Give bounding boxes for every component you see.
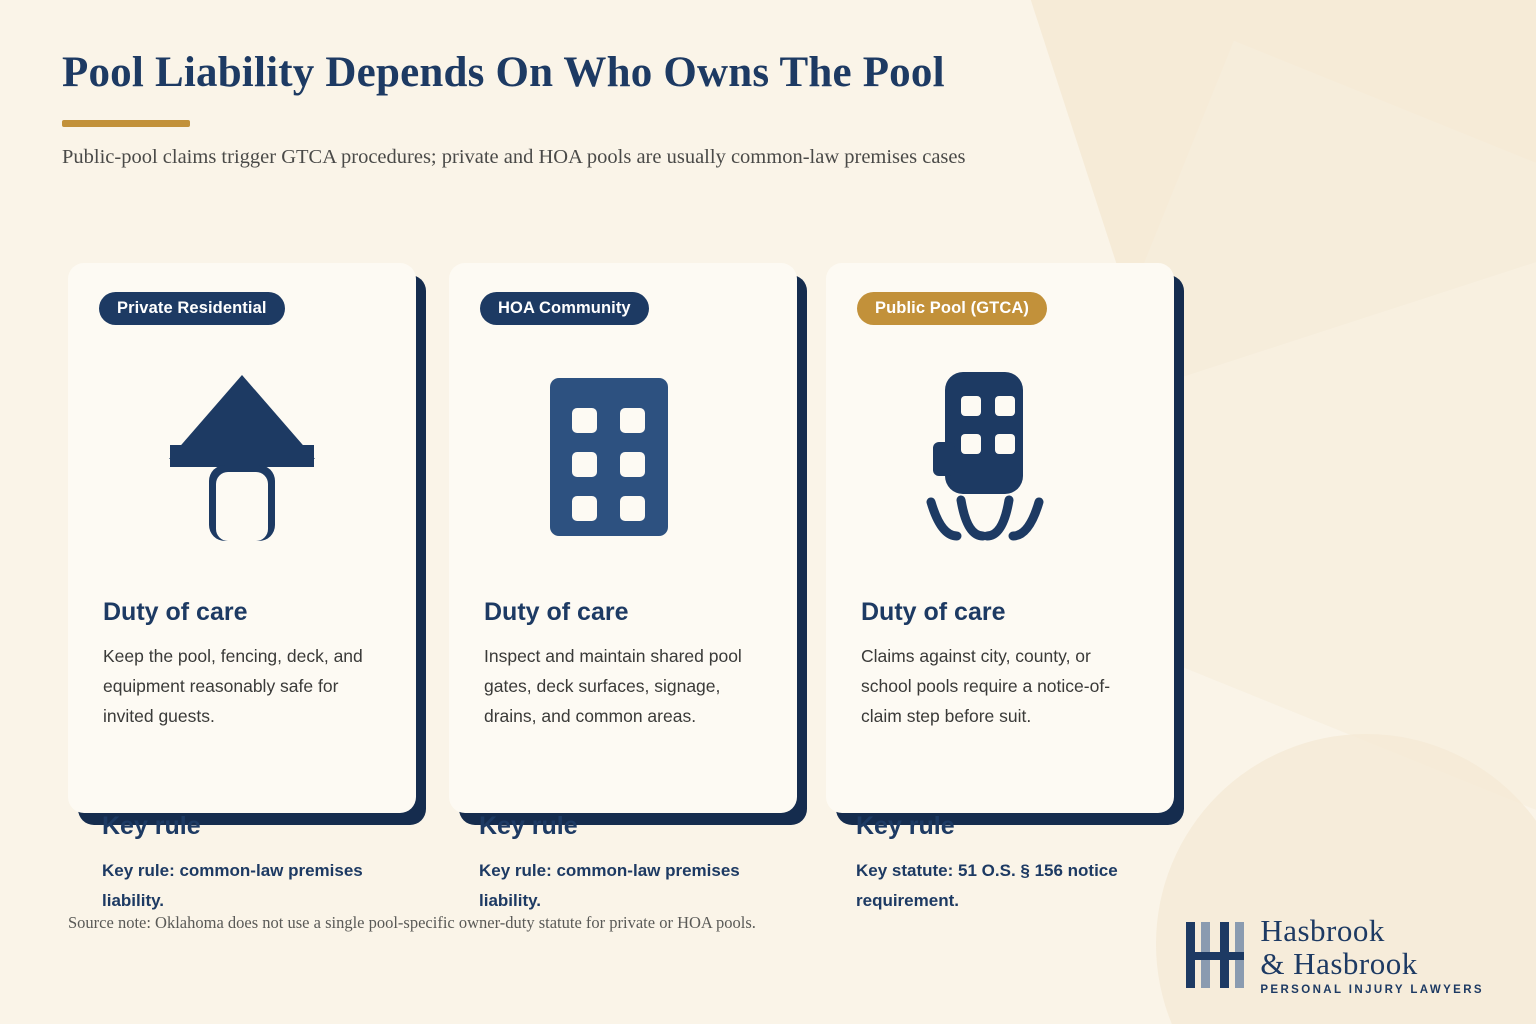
duty-text-private: Keep the pool, fencing, deck, and equipment reasonably safe for invited guests. — [103, 646, 363, 726]
logo-tagline: PERSONAL INJURY LAWYERS — [1260, 983, 1484, 996]
page-title: Pool Liability Depends On Who Owns The Pool — [62, 49, 945, 96]
logo-wordmark — [1260, 912, 1484, 997]
card-private-residential — [68, 263, 416, 813]
duty-heading-private: Duty of care — [103, 598, 248, 626]
duty-text-public: Claims against city, county, or school pools require a notice-of-claim step before suit. — [861, 646, 1111, 726]
key-rule-heading-public: Key rule — [856, 812, 955, 840]
card-badge-hoa-community: HOA Community — [480, 292, 649, 325]
source-note: Source note: Oklahoma does not use a single pool-specific owner-duty statute for private or HOA pools. — [68, 913, 756, 932]
card-hoa-community — [449, 263, 797, 813]
card-badge-private-residential: Private Residential — [99, 292, 285, 325]
key-rule-text-hoa: Key rule: common-law premises liability. — [479, 861, 740, 910]
key-rule-heading-private: Key rule — [102, 812, 201, 840]
duty-heading-public: Duty of care — [861, 598, 1006, 626]
card-badge-public-pool: Public Pool (GTCA) — [857, 292, 1047, 325]
key-rule-heading-hoa: Key rule — [479, 812, 578, 840]
logo-line-1: Hasbrook — [1260, 912, 1385, 948]
key-rule-text-private: Key rule: common-law premises liability. — [102, 861, 363, 910]
house-icon — [68, 359, 416, 549]
logo-line-2: & Hasbrook — [1260, 945, 1418, 981]
title-underline-rule — [62, 120, 190, 127]
logo-mark-icon — [1184, 922, 1246, 988]
brand-logo — [1184, 912, 1484, 997]
card-public-pool — [826, 263, 1174, 813]
card-group — [68, 263, 1468, 823]
page-subtitle: Public-pool claims trigger GTCA procedures; private and HOA pools are usually common-law premises cases — [62, 146, 966, 168]
apartment-building-icon — [449, 359, 797, 549]
public-building-fountain-icon — [826, 359, 1174, 549]
duty-text-hoa: Inspect and maintain shared pool gates, deck surfaces, signage, drains, and common areas. — [484, 646, 742, 726]
duty-heading-hoa: Duty of care — [484, 598, 629, 626]
key-rule-text-public: Key statute: 51 O.S. § 156 notice requirement. — [856, 861, 1118, 910]
